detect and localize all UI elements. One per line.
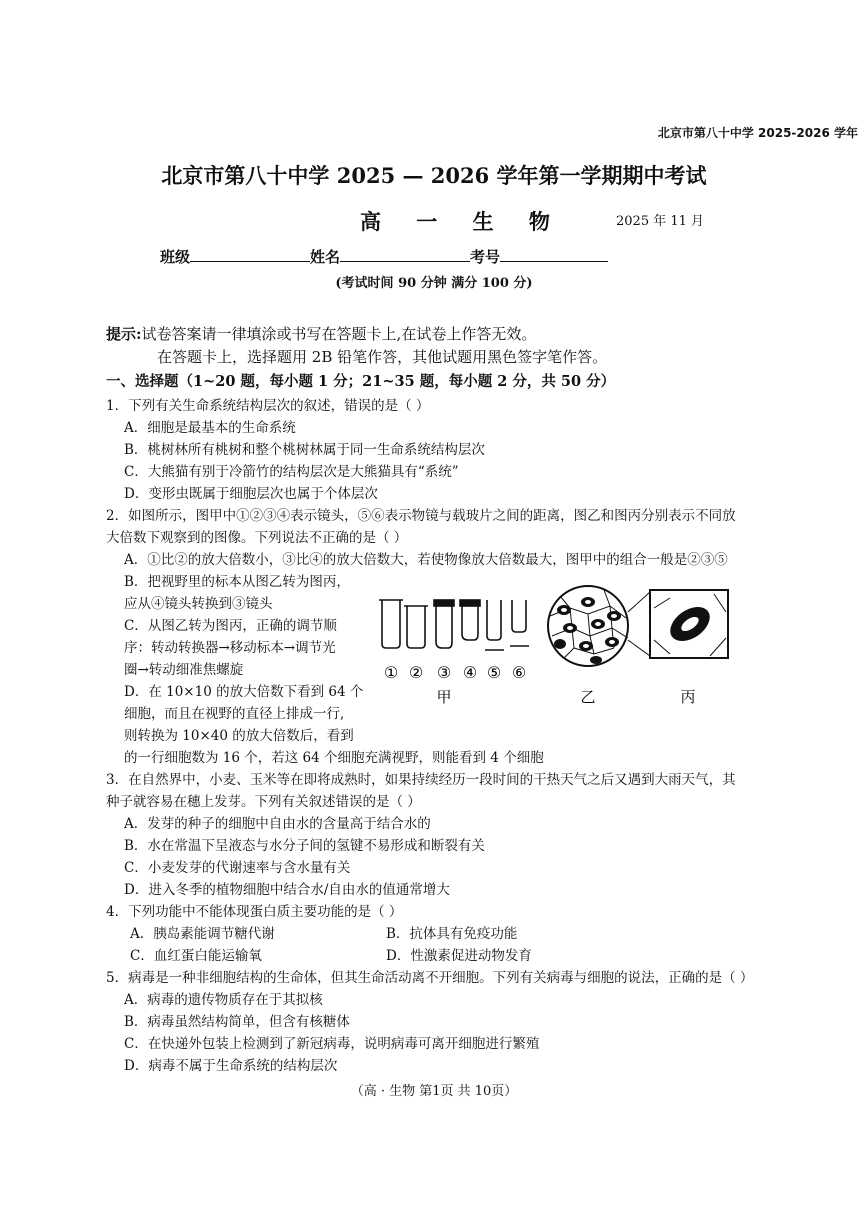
- corner-header: 北京市第八十中学 2025-2026 学年: [657, 126, 858, 140]
- q1-option-c: C．大熊猫有别于冷箭竹的结构层次是大熊猫具有“系统”: [124, 464, 459, 480]
- panel-label-a: 甲: [436, 688, 452, 706]
- q2-stem-line-1: 2．如图所示，图甲中①②③④表示镜头，⑤⑥表示物镜与载玻片之间的距离，图乙和图丙分别表示不同放: [106, 508, 736, 524]
- lens-6: [512, 600, 526, 632]
- q1-option-b: B．桃树林所有桃树和整个桃树林属于同一生命系统结构层次: [124, 442, 485, 458]
- q2-option-c-3: 圈→转动细准焦螺旋: [124, 662, 244, 678]
- name-blank[interactable]: [340, 247, 470, 262]
- lens-group: [379, 600, 529, 650]
- q4-option-b: B．抗体具有免疫功能: [386, 926, 518, 942]
- q5-option-b: B．病毒虽然结构简单，但含有核糖体: [124, 1014, 350, 1030]
- lens-label-3: ③: [436, 663, 452, 682]
- q2-option-c-1: C．从图乙转为图丙，正确的调节顺: [124, 618, 337, 634]
- notice-line-2: 在答题卡上，选择题用 2B 铅笔作答，其他试题用黑色签字笔作答。: [157, 348, 608, 366]
- q2-option-d-1: D．在 10×10 的放大倍数下看到 64 个: [124, 684, 364, 700]
- class-label: 班级: [160, 248, 191, 266]
- q3-option-b: B．水在常温下呈液态与水分子间的氢键不易形成和断裂有关: [124, 838, 485, 854]
- q3-stem-line-2: 种子就容易在穗上发芽。下列有关叙述错误的是（ ）: [106, 794, 421, 810]
- q5-option-d: D．病毒不属于生命系统的结构层次: [124, 1058, 338, 1074]
- notice-line-1: 提示:试卷答案请一律填涂或书写在答题卡上,在试卷上作答无效。: [106, 325, 537, 343]
- q1-option-a: A．细胞是最基本的生命系统: [124, 420, 296, 436]
- q4-stem: 4．下列功能中不能体现蛋白质主要功能的是（ ）: [106, 904, 403, 920]
- exam-info: (考试时间 90 分钟 满分 100 分): [335, 276, 533, 291]
- q1-stem: 1．下列有关生命系统结构层次的叙述，错误的是（ ）: [106, 398, 430, 414]
- q2-option-d-2: 细胞，而且在视野的直径上排成一行,: [124, 706, 345, 722]
- lens-2: [407, 606, 425, 648]
- q3-stem-line-1: 3．在自然界中，小麦、玉米等在即将成熟时，如果持续经历一段时间的干热天气之后又遇到大雨天气，其: [106, 772, 736, 788]
- lens-label-5: ⑤: [486, 663, 502, 682]
- q2-option-b-2: 应从④镜头转换到③镜头: [124, 596, 273, 612]
- q3-option-a: A．发芽的种子的细胞中自由水的含量高于结合水的: [124, 816, 431, 832]
- lens-label-6: ⑥: [511, 663, 527, 682]
- panel-label-b: 乙: [580, 688, 596, 706]
- lens-3: [436, 606, 452, 648]
- q3-option-c: C．小麦发芽的代谢速率与含水量有关: [124, 860, 351, 876]
- class-blank[interactable]: [190, 247, 310, 262]
- q2-microscope-figure: [374, 578, 774, 710]
- q5-stem: 5．病毒是一种非细胞结构的生命体，但其生命活动离不开细胞。下列有关病毒与细胞的说法，正确的是（ ）: [106, 970, 754, 986]
- q4-option-a: A．胰岛素能调节糖代谢: [130, 926, 275, 942]
- lens-1: [382, 600, 400, 648]
- q3-option-d: D．进入冬季的植物细胞中结合水/自由水的值通常增大: [124, 882, 450, 898]
- exam-date: 2025 年 11 月: [616, 214, 705, 229]
- lens-label-1: ①: [383, 663, 399, 682]
- q5-option-a: A．病毒的遗传物质存在于其拟核: [124, 992, 323, 1008]
- name-label: 姓名: [310, 248, 341, 266]
- field-view-c: [628, 590, 728, 658]
- q2-option-d-3: 则转换为 10×40 的放大倍数后，看到: [124, 728, 354, 744]
- student-info-fields: [160, 246, 608, 267]
- field-view-b: [548, 586, 628, 666]
- exam-title: 北京市第八十中学 2025 — 2026 学年第一学期期中考试: [161, 163, 707, 188]
- lens-4: [462, 606, 478, 640]
- q2-option-c-2: 序：转动转换器→移动标本→调节光: [124, 640, 336, 656]
- q4-option-c: C．血红蛋白能运输氧: [130, 948, 262, 964]
- q2-option-a: A．①比②的放大倍数小，③比④的放大倍数大，若使物像放大倍数最大，图甲中的组合一般是②③⑤: [124, 552, 728, 568]
- q4-option-d: D．性激素促进动物发育: [386, 948, 532, 964]
- lens-label-4: ④: [462, 663, 478, 682]
- q1-option-d: D．变形虫既属于细胞层次也属于个体层次: [124, 486, 378, 502]
- section-heading: 一、选择题（1~20 题，每小题 1 分；21~35 题，每小题 2 分，共 50 分）: [106, 373, 616, 390]
- q2-option-d-4: 的一行细胞数为 16 个，若这 64 个细胞充满视野，则能看到 4 个细胞: [124, 750, 544, 766]
- q2-option-b-1: B．把视野里的标本从图乙转为图丙，: [124, 574, 350, 590]
- q2-stem-line-2: 大倍数下观察到的图像。下列说法不正确的是（ ）: [106, 530, 408, 546]
- exam-no-label: 考号: [470, 248, 501, 266]
- page-footer: （高 · 生物 第1页 共 10页）: [350, 1084, 518, 1099]
- notice-label: 提示:: [106, 325, 142, 343]
- lens-5: [487, 600, 501, 640]
- exam-no-blank[interactable]: [500, 247, 608, 262]
- exam-subject: 高 一 生 物: [360, 209, 564, 234]
- panel-label-c: 丙: [680, 688, 696, 706]
- lens-label-2: ②: [408, 663, 424, 682]
- q5-option-c: C．在快递外包装上检测到了新冠病毒，说明病毒可离开细胞进行繁殖: [124, 1036, 540, 1052]
